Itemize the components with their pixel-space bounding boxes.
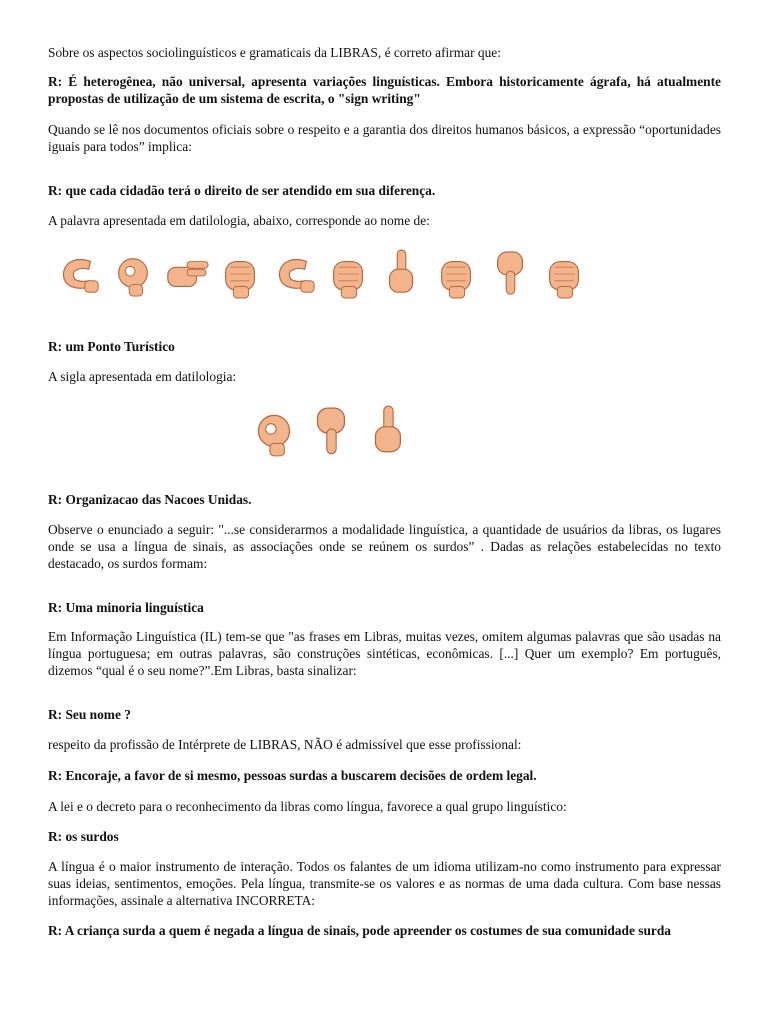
hand-sign-icon (56, 248, 102, 300)
answer-6: R: Seu nome ? (48, 707, 131, 722)
question-6: Em Informação Linguística (IL) tem-se que "as frases em Libras, muitas vezes, omitem algumas palavras que são usadas na língua portuguesa; em outras palavras, são construções sintéticas, econômicas. [...] Quer um exemplo? Em português, dizemos “qual é o seu nome?”.Em Libras, basta sinalizar: (48, 629, 721, 678)
question-5: Observe o enunciado a seguir: "...se considerarmos a modalidade linguística, a quantidade de usuários da libras, os lugares onde se usa a língua de sinais, as associações onde se reúnem os surdos” . Dadas as relações estabelecidas no texto destacado, os surdos formam: (48, 522, 721, 571)
answer-7: R: Encoraje, a favor de si mesmo, pessoas surdas a buscarem decisões de ordem legal. (48, 768, 537, 783)
question-2: Quando se lê nos documentos oficiais sobre o respeito e a garantia dos direitos humanos básicos, a expressão “oportunidades iguais para todos” implica: (48, 122, 721, 154)
question-7: respeito da profissão de Intérprete de LIBRAS, NÃO é admissível que esse profissional: (48, 737, 522, 752)
answer-8: R: os surdos (48, 829, 119, 844)
answer-3: R: um Ponto Turístico (48, 339, 175, 354)
hand-sign-icon (164, 248, 210, 300)
fingerspelling-acronym-image (248, 404, 416, 460)
hand-sign-icon (110, 248, 156, 300)
hand-sign-icon (306, 404, 358, 460)
answer-4: R: Organizacao das Nacoes Unidas. (48, 492, 252, 507)
hand-sign-icon (364, 404, 416, 460)
hand-sign-icon (326, 248, 372, 300)
question-4: A sigla apresentada em datilologia: (48, 369, 237, 384)
question-8: A lei e o decreto para o reconhecimento da libras como língua, favorece a qual grupo linguístico: (48, 799, 567, 814)
answer-2: R: que cada cidadão terá o direito de ser atendido em sua diferença. (48, 183, 436, 198)
fingerspelling-word-image (56, 248, 588, 300)
question-1: Sobre os aspectos sociolinguísticos e gramaticais da LIBRAS, é correto afirmar que: (48, 45, 501, 60)
answer-9: R: A criança surda a quem é negada a língua de sinais, pode apreender os costumes de sua comunidade surda (48, 923, 671, 938)
question-3: A palavra apresentada em datilologia, abaixo, corresponde ao nome de: (48, 213, 430, 228)
hand-sign-icon (272, 248, 318, 300)
answer-1: R: É heterogênea, não universal, apresenta variações linguísticas. Embora historicamente ágrafa, há atualmente propostas de utilização de um sistema de escrita, o "sign writing" (48, 74, 721, 106)
hand-sign-icon (248, 404, 300, 460)
question-9: A língua é o maior instrumento de interação. Todos os falantes de um idioma utilizam-no como instrumento para expressar suas ideias, sentimentos, emoções. Pela língua, transmite-se os valores e as normas de uma dada cultura. Com base nessas informações, assinale a alternativa INCORRETA: (48, 859, 721, 908)
hand-sign-icon (434, 248, 480, 300)
hand-sign-icon (488, 248, 534, 300)
answer-5: R: Uma minoria linguística (48, 600, 204, 615)
hand-sign-icon (218, 248, 264, 300)
hand-sign-icon (380, 248, 426, 300)
hand-sign-icon (542, 248, 588, 300)
